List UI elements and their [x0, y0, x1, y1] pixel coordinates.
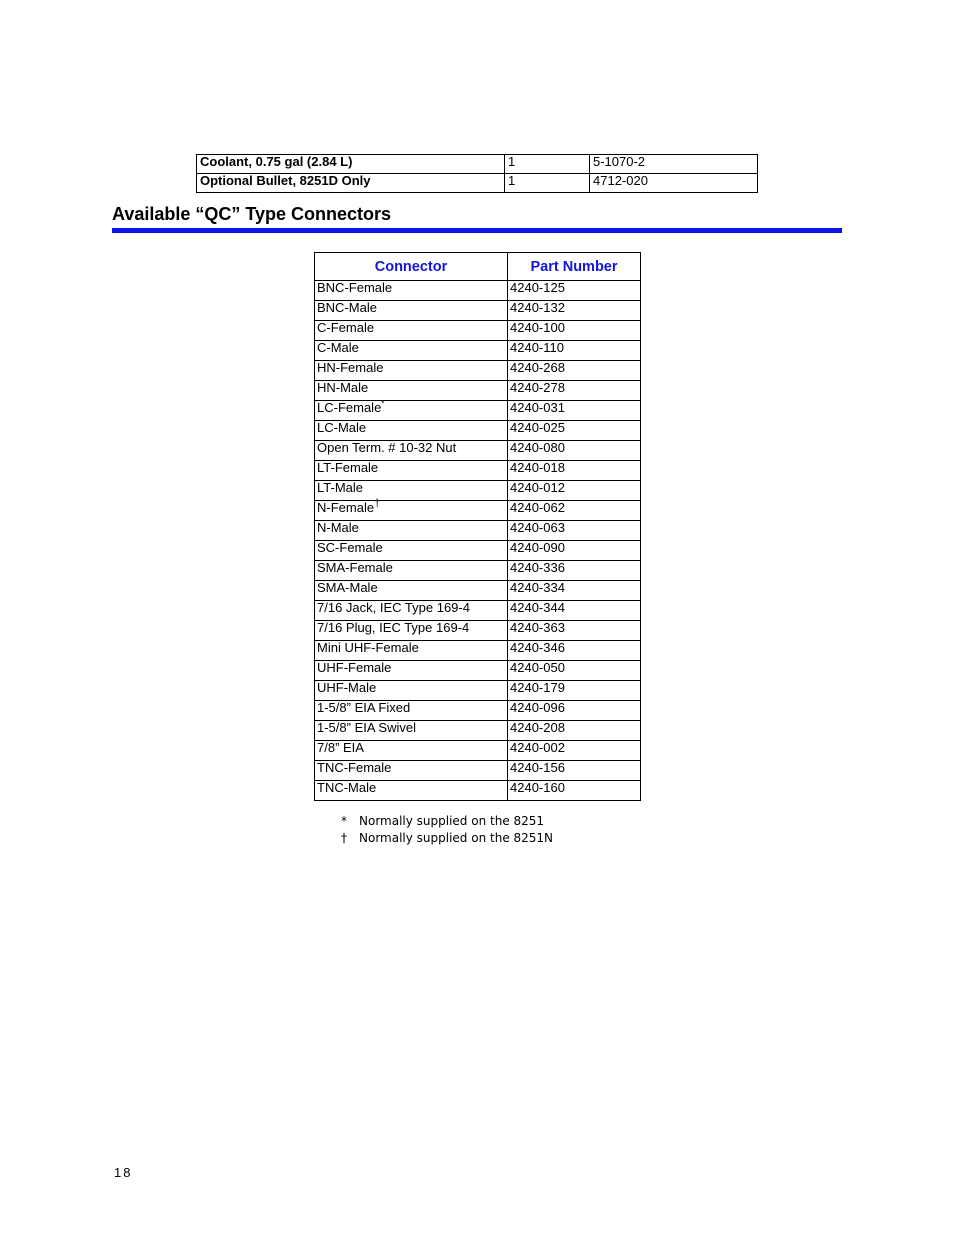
- connector-row: [315, 621, 641, 641]
- part-item: Optional Bullet, 8251D Only: [197, 174, 505, 193]
- footnote-marker: *: [381, 399, 385, 409]
- connector-row: [315, 501, 641, 521]
- connector-name: LT-Male: [317, 480, 363, 495]
- connector-row: [315, 481, 641, 501]
- connector-row: [315, 781, 641, 801]
- connector-name: N-Female: [317, 500, 375, 515]
- connector-cell: [315, 681, 508, 701]
- connector-cell: [315, 281, 508, 301]
- connector-part-number: 4240-278: [508, 381, 641, 401]
- connector-part-number: 4240-132: [508, 301, 641, 321]
- connector-cell: [315, 661, 508, 681]
- connector-name: TNC-Female: [317, 760, 392, 775]
- part-number-column-header: Part Number: [508, 253, 641, 281]
- connector-row: [315, 281, 641, 301]
- connector-name: LT-Female: [317, 460, 379, 475]
- connector-part-number: 4240-110: [508, 341, 641, 361]
- connector-name: 1-5/8” EIA Swivel: [317, 720, 416, 735]
- connector-part-number: 4240-002: [508, 741, 641, 761]
- connector-name: BNC-Female: [317, 280, 393, 295]
- connector-cell: [315, 401, 508, 421]
- connector-row: [315, 641, 641, 661]
- connector-cell: [315, 497, 508, 521]
- part-number: 4712-020: [590, 174, 758, 193]
- part-quantity: 1: [505, 155, 590, 174]
- connector-name: UHF-Female: [317, 660, 392, 675]
- footnote-marker: †: [374, 497, 381, 510]
- footnote-dagger: [341, 830, 553, 847]
- connector-column-header: Connector: [315, 253, 508, 281]
- connector-row: [315, 721, 641, 741]
- section-title-rule: [112, 228, 842, 233]
- connector-row: [315, 441, 641, 461]
- connector-name: 7/16 Plug, IEC Type 169-4: [317, 620, 470, 635]
- connector-part-number: 4240-179: [508, 681, 641, 701]
- connector-part-number: 4240-208: [508, 721, 641, 741]
- connector-part-number: 4240-025: [508, 421, 641, 441]
- connector-part-number: 4240-336: [508, 561, 641, 581]
- connector-part-number: 4240-160: [508, 781, 641, 801]
- parts-row: [197, 155, 758, 174]
- connector-part-number: 4240-268: [508, 361, 641, 381]
- connector-part-number: 4240-012: [508, 481, 641, 501]
- connector-name: Open Term. # 10-32 Nut: [317, 440, 457, 455]
- connector-row: [315, 701, 641, 721]
- connector-cell: [315, 701, 508, 721]
- connector-cell: [315, 461, 508, 481]
- connector-cell: [315, 721, 508, 741]
- connector-row: [315, 381, 641, 401]
- connector-part-number: 4240-346: [508, 641, 641, 661]
- connector-part-number: 4240-050: [508, 661, 641, 681]
- page-number: 18: [114, 1165, 133, 1180]
- connector-row: [315, 761, 641, 781]
- connector-row: [315, 361, 641, 381]
- connector-name: C-Male: [317, 340, 359, 355]
- part-item: Coolant, 0.75 gal (2.84 L): [197, 155, 505, 174]
- connector-cell: [315, 441, 508, 461]
- connectors-header-row: [315, 253, 641, 281]
- connector-row: [315, 741, 641, 761]
- connector-name: UHF-Male: [317, 680, 377, 695]
- connector-row: [315, 341, 641, 361]
- connector-row: [315, 601, 641, 621]
- connector-cell: [315, 641, 508, 661]
- connector-cell: [315, 621, 508, 641]
- connector-part-number: 4240-363: [508, 621, 641, 641]
- connector-cell: [315, 581, 508, 601]
- connector-cell: [315, 361, 508, 381]
- connector-cell: [315, 761, 508, 781]
- connector-cell: [315, 521, 508, 541]
- connector-name: 7/8” EIA: [317, 740, 364, 755]
- footnote-asterisk: [341, 813, 553, 830]
- connector-name: C-Female: [317, 320, 375, 335]
- connector-part-number: 4240-334: [508, 581, 641, 601]
- connector-part-number: 4240-100: [508, 321, 641, 341]
- connector-name: HN-Female: [317, 360, 384, 375]
- connector-row: [315, 661, 641, 681]
- connector-cell: [315, 561, 508, 581]
- connector-part-number: 4240-156: [508, 761, 641, 781]
- connectors-table: [314, 252, 641, 801]
- connector-part-number: 4240-062: [508, 501, 641, 521]
- connector-name: SMA-Female: [317, 560, 393, 575]
- connector-name: N-Male: [317, 520, 359, 535]
- connector-cell: [315, 481, 508, 501]
- connector-cell: [315, 601, 508, 621]
- connector-name: LC-Male: [317, 420, 367, 435]
- connector-name: SC-Female: [317, 540, 383, 555]
- connector-name: 7/16 Jack, IEC Type 169-4: [317, 600, 470, 615]
- footnote-text: Normally supplied on the 8251N: [359, 831, 554, 845]
- part-quantity: 1: [505, 174, 590, 193]
- connector-part-number: 4240-344: [508, 601, 641, 621]
- connector-row: [315, 541, 641, 561]
- connector-row: [315, 521, 641, 541]
- connector-row: [315, 321, 641, 341]
- part-number: 5-1070-2: [590, 155, 758, 174]
- connector-row: [315, 301, 641, 321]
- connector-part-number: 4240-125: [508, 281, 641, 301]
- connector-cell: [315, 741, 508, 761]
- connector-part-number: 4240-096: [508, 701, 641, 721]
- connector-name: HN-Male: [317, 380, 369, 395]
- connector-part-number: 4240-031: [508, 401, 641, 421]
- connector-cell: [315, 301, 508, 321]
- connector-row: [315, 401, 641, 421]
- footnote-mark: †: [341, 831, 347, 845]
- connector-part-number: 4240-080: [508, 441, 641, 461]
- connector-cell: [315, 381, 508, 401]
- connector-part-number: 4240-090: [508, 541, 641, 561]
- footnotes: [341, 813, 553, 847]
- connector-name: 1-5/8” EIA Fixed: [317, 700, 411, 715]
- connector-cell: [315, 541, 508, 561]
- footnote-text: Normally supplied on the 8251: [359, 814, 545, 828]
- connector-row: [315, 461, 641, 481]
- connector-cell: [315, 781, 508, 801]
- connector-cell: [315, 321, 508, 341]
- connector-row: [315, 561, 641, 581]
- section-title: Available “QC” Type Connectors: [112, 204, 392, 224]
- connector-row: [315, 581, 641, 601]
- connector-row: [315, 421, 641, 441]
- connector-part-number: 4240-063: [508, 521, 641, 541]
- parts-table: [196, 154, 758, 193]
- connector-name: Mini UHF-Female: [317, 640, 419, 655]
- connector-name: BNC-Male: [317, 300, 377, 315]
- connector-cell: [315, 421, 508, 441]
- connector-part-number: 4240-018: [508, 461, 641, 481]
- footnote-mark: *: [341, 814, 347, 828]
- connector-name: TNC-Male: [317, 780, 377, 795]
- parts-row: [197, 174, 758, 193]
- connector-cell: [315, 341, 508, 361]
- connector-name: LC-Female: [317, 400, 382, 415]
- connector-row: [315, 681, 641, 701]
- connector-name: SMA-Male: [317, 580, 378, 595]
